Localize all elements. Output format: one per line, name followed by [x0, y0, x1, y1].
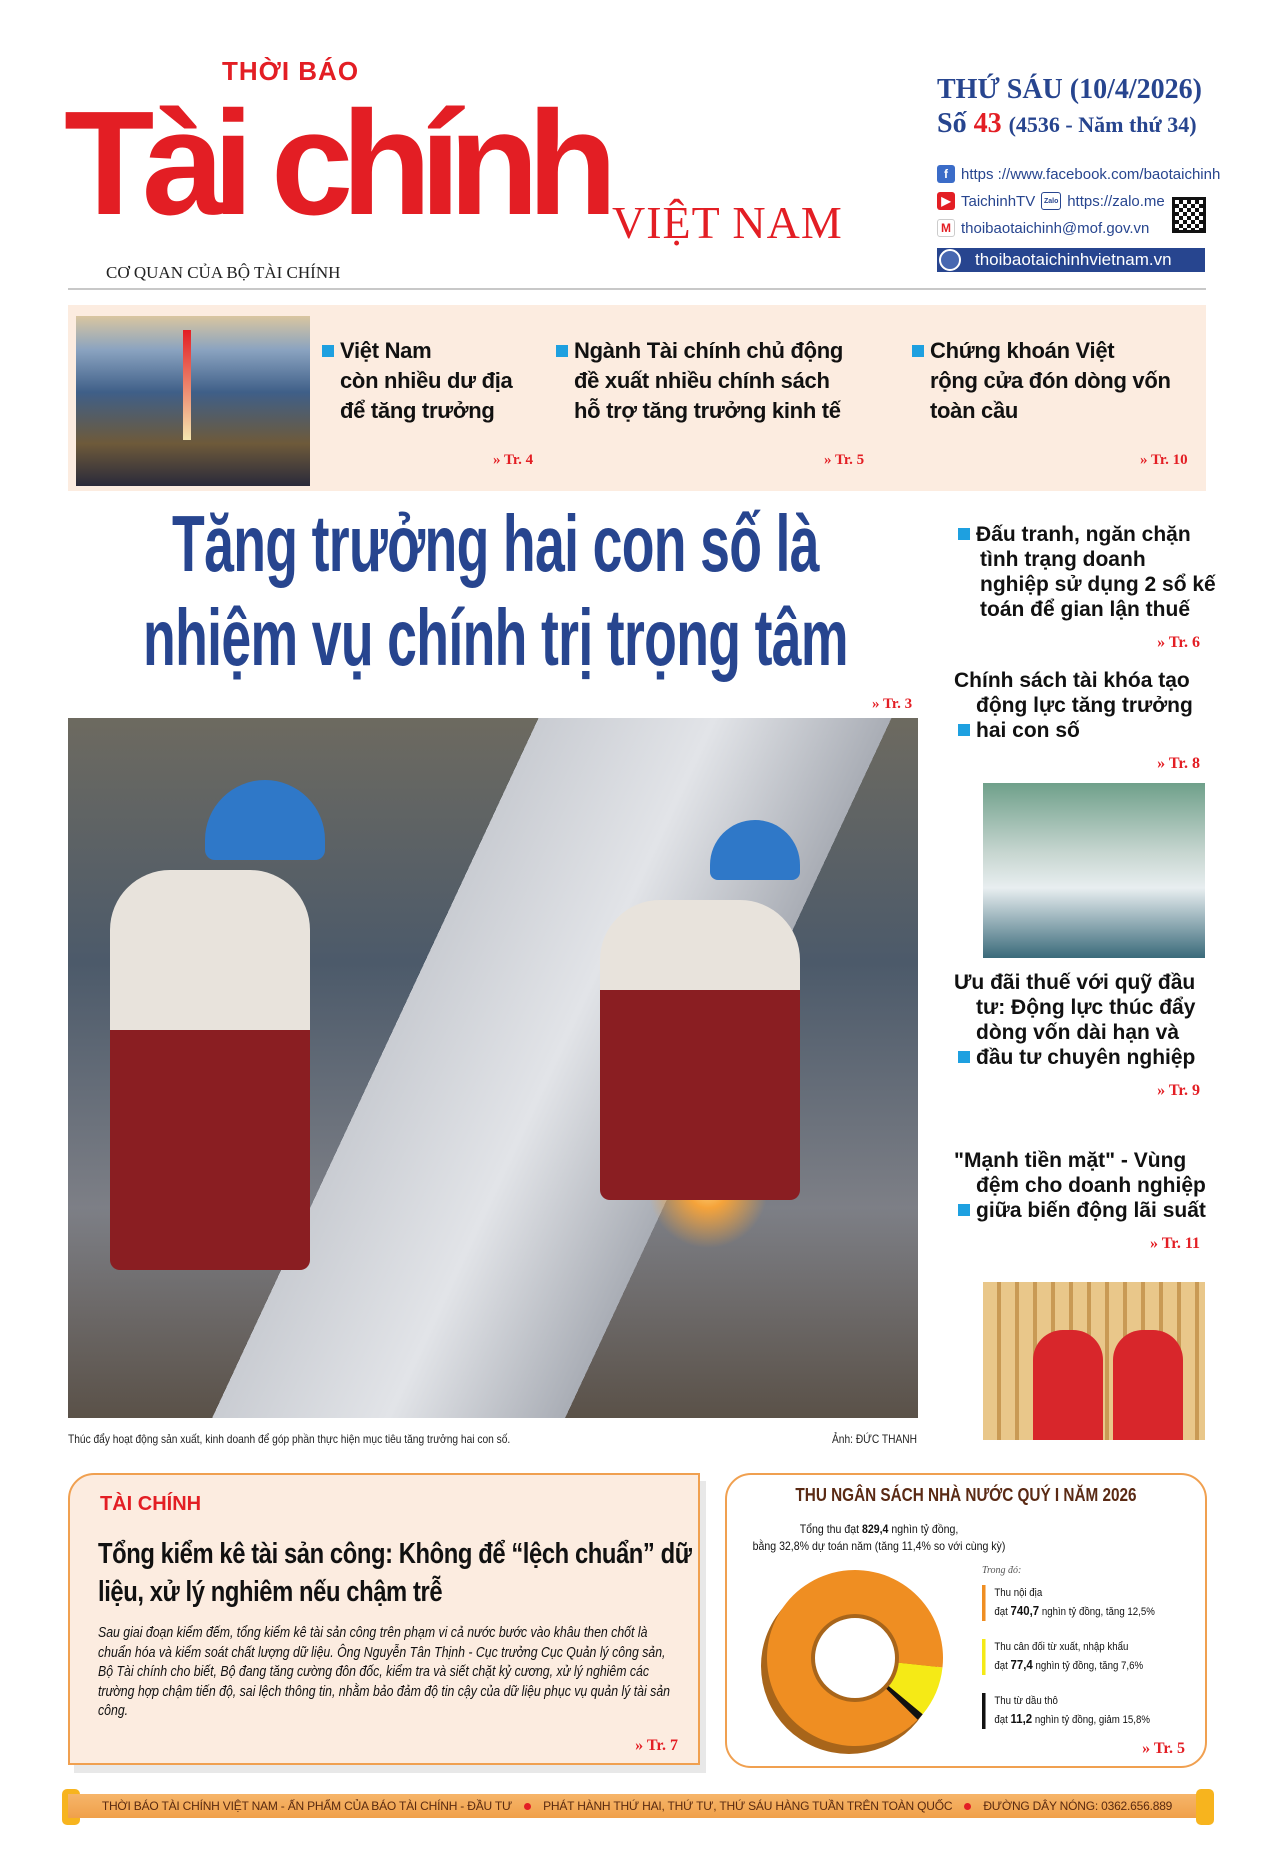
legend-value: 77,4 [1010, 1657, 1033, 1672]
garment-factory-photo [983, 783, 1205, 958]
footer-bar [68, 1794, 1206, 1818]
feature-body: Sau giai đoạn kiểm đếm, tổng kiểm kê tài sản công trên phạm vi cả nước bước vào khâu then chốt là chuẩn hóa và kiểm soát chất lượng dữ liệu. Ông Nguyễn Tân Thịnh - Cục trưởng Cục Quản lý công sản, Bộ Tài chính cho biết, Bộ đang tăng cường đôn đốc, kiểm tra và siết chặt kỷ cương, xử lý nghiêm các trường hợp chậm tiến độ, sai lệch thông tin, nhằm bảo đảm độ tin cậy của dữ liệu phục vụ quản lý tài sản công. [98, 1624, 671, 1719]
person [1033, 1330, 1103, 1440]
globe-icon [939, 249, 961, 271]
masthead-logo: Tài chính [64, 81, 606, 246]
budget-chart-box [725, 1473, 1207, 1768]
teaser-line: toàn cầu [930, 398, 1019, 423]
lead-headline-line2[interactable]: nhiệm vụ chính trị trọng tâm [143, 593, 848, 682]
teaser-item[interactable] [322, 336, 512, 426]
legend-name: Thu cân đối từ xuất, nhập khẩu [994, 1641, 1129, 1653]
teaser-item[interactable] [912, 336, 1171, 426]
bank-tellers-photo [983, 1282, 1205, 1440]
bullet-icon [556, 345, 568, 357]
bullet-icon [958, 1204, 970, 1216]
teaser-line: Chứng khoán Việt [930, 338, 1115, 363]
website-link[interactable] [937, 248, 1205, 272]
masthead-prefix: THỜI BÁO [222, 56, 360, 86]
feature-title[interactable]: Tổng kiểm kê tài sản công: Không để “lệch chuẩn” dữ liệu, xử lý nghiêm nếu chậm trễ [98, 1538, 692, 1608]
footer-hotline: ĐƯỜNG DÂY NÓNG: 0362.656.889 [983, 1799, 1173, 1813]
teaser-item[interactable] [556, 336, 843, 426]
side-story-title: Ưu đãi thuế với quỹ đầu tư: Động lực thúc đẩy dòng vốn dài hạn và đầu tư chuyên nghiệp [954, 971, 1196, 1069]
footer-item: THỜI BÁO TÀI CHÍNH VIỆT NAM - ẤN PHẨM CỦA BÁO TÀI CHÍNH - ĐẦU TƯ [101, 1799, 513, 1813]
youtube-icon: ▶ [937, 192, 955, 210]
legend-change: nghìn tỷ đồng, tăng 12,5% [1041, 1606, 1155, 1618]
photo-caption: Thúc đẩy hoạt động sản xuất, kinh doanh để góp phần thực hiện mục tiêu tăng trưởng hai con số. [68, 1432, 511, 1446]
worker-figure [600, 900, 800, 1200]
teaser-line: rộng cửa đón dòng vốn [930, 368, 1171, 393]
teaser-line: Ngành Tài chính chủ động [574, 338, 844, 363]
summary-line2: bằng 32,8% dự toán năm (tăng 11,4% so với cùng kỳ) [752, 1539, 1006, 1553]
teaser-page[interactable]: » Tr. 4 [493, 452, 534, 468]
website-url: thoibaotaichinhvietnam.vn [975, 250, 1172, 269]
zalo-icon: Zalo [1041, 192, 1061, 210]
facebook-url: https ://www.facebook.com/baotaichinh [961, 165, 1221, 183]
bullet-icon [958, 724, 970, 736]
summary-total: 829,4 [861, 1522, 889, 1536]
chart-title: THU NGÂN SÁCH NHÀ NƯỚC QUÝ I NĂM 2026 [795, 1485, 1137, 1505]
legend-item [982, 1693, 1150, 1729]
teaser-page[interactable]: » Tr. 5 [824, 452, 865, 468]
landmark-tower [183, 330, 191, 440]
agency-label: CƠ QUAN CỦA BỘ TÀI CHÍNH [106, 263, 341, 282]
teaser-line: hỗ trợ tăng trưởng kinh tế [574, 398, 841, 423]
bullet-icon [958, 1051, 970, 1063]
worker-figure [110, 870, 310, 1270]
gmail-icon: M [937, 219, 955, 237]
legend-prefix: đạt [994, 1714, 1008, 1726]
person [1113, 1330, 1183, 1440]
legend-change: nghìn tỷ đồng, giảm 15,8% [1034, 1714, 1150, 1726]
side-story-title: Chính sách tài khóa tạo động lực tăng trưởng hai con số [954, 669, 1193, 742]
header-divider [68, 288, 1206, 290]
qr-code [1172, 197, 1206, 233]
issue-num: 43 [973, 108, 1002, 139]
masthead-suffix: VIỆT NAM [612, 197, 843, 248]
issue-detail: (4536 - Năm thứ 34) [1008, 112, 1197, 137]
legend-prefix: đạt [994, 1606, 1008, 1618]
summary-pre: Tổng thu đạt [799, 1522, 860, 1536]
dot-icon [964, 1803, 971, 1810]
teaser-line: còn nhiều dư địa [340, 368, 513, 393]
issue-date: THỨ SÁU (10/4/2026) [937, 74, 1202, 105]
legend-prefix: đạt [994, 1660, 1008, 1672]
lead-page[interactable]: » Tr. 3 [872, 696, 913, 712]
issue-number [937, 108, 1197, 140]
side-story[interactable] [954, 668, 1220, 776]
legend-change: nghìn tỷ đồng, tăng 7,6% [1035, 1660, 1144, 1672]
bullet-icon [912, 345, 924, 357]
feature-page[interactable]: » Tr. 7 [635, 1737, 678, 1754]
lead-headline-line1[interactable]: Tăng trưởng hai con số là [172, 499, 819, 588]
side-story-page[interactable]: » Tr. 9 [1157, 1082, 1200, 1099]
email-link[interactable] [937, 219, 1149, 237]
youtube-link[interactable]: TaichinhTV [961, 192, 1036, 210]
teaser-page[interactable]: » Tr. 10 [1140, 452, 1188, 468]
teaser-line: Việt Nam [340, 338, 432, 363]
bullet-icon [958, 528, 970, 540]
legend-name: Thu nội địa [994, 1587, 1043, 1599]
social-row [937, 192, 1165, 210]
photo-credit: Ảnh: ĐỨC THANH [832, 1432, 918, 1446]
legend-item [982, 1639, 1143, 1675]
dot-icon [524, 1803, 531, 1810]
footer-cap-right [1196, 1789, 1214, 1825]
side-story-title: Đấu tranh, ngăn chặn tình trạng doanh nghiệp sử dụng 2 sổ kế toán để gian lận thuế [976, 523, 1216, 621]
zalo-link[interactable]: https://zalo.me [1067, 192, 1165, 210]
side-story-page[interactable]: » Tr. 11 [1150, 1235, 1200, 1252]
donut-hole [813, 1616, 897, 1700]
side-story[interactable] [954, 1148, 1220, 1256]
legend-name: Thu từ dầu thô [994, 1695, 1058, 1707]
feature-box[interactable] [68, 1473, 700, 1765]
bullet-icon [322, 345, 334, 357]
teaser-line: đề xuất nhiều chính sách [574, 368, 830, 393]
side-story-title: "Mạnh tiền mặt" - Vùng đệm cho doanh nghiệp giữa biến động lãi suất [954, 1149, 1206, 1222]
footer-item: PHÁT HÀNH THỨ HAI, THỨ TƯ, THỨ SÁU HÀNG TUẦN TRÊN TOÀN QUỐC [543, 1799, 953, 1813]
issue-so-label: Số [937, 108, 967, 139]
chart-page[interactable]: » Tr. 5 [1142, 1740, 1185, 1757]
side-story[interactable] [954, 970, 1220, 1103]
side-story[interactable] [958, 522, 1220, 655]
summary-post: nghìn tỷ đồng, [891, 1522, 959, 1536]
legend-value: 740,7 [1010, 1603, 1040, 1618]
side-story-page[interactable]: » Tr. 6 [1157, 634, 1200, 651]
chart-summary [747, 1521, 1011, 1555]
legend-heading: Trong đó: [982, 1565, 1022, 1576]
donut-chart [745, 1563, 975, 1763]
teaser-line: để tăng trưởng [340, 398, 495, 423]
facebook-link[interactable] [937, 165, 1220, 183]
side-story-page[interactable]: » Tr. 8 [1157, 755, 1200, 772]
feature-kicker: TÀI CHÍNH [100, 1493, 202, 1515]
email-address: thoibaotaichinh@mof.gov.vn [961, 219, 1150, 237]
facebook-icon: f [937, 165, 955, 183]
city-photo [76, 316, 310, 486]
legend-value: 11,2 [1010, 1711, 1033, 1726]
legend-item [982, 1585, 1155, 1621]
